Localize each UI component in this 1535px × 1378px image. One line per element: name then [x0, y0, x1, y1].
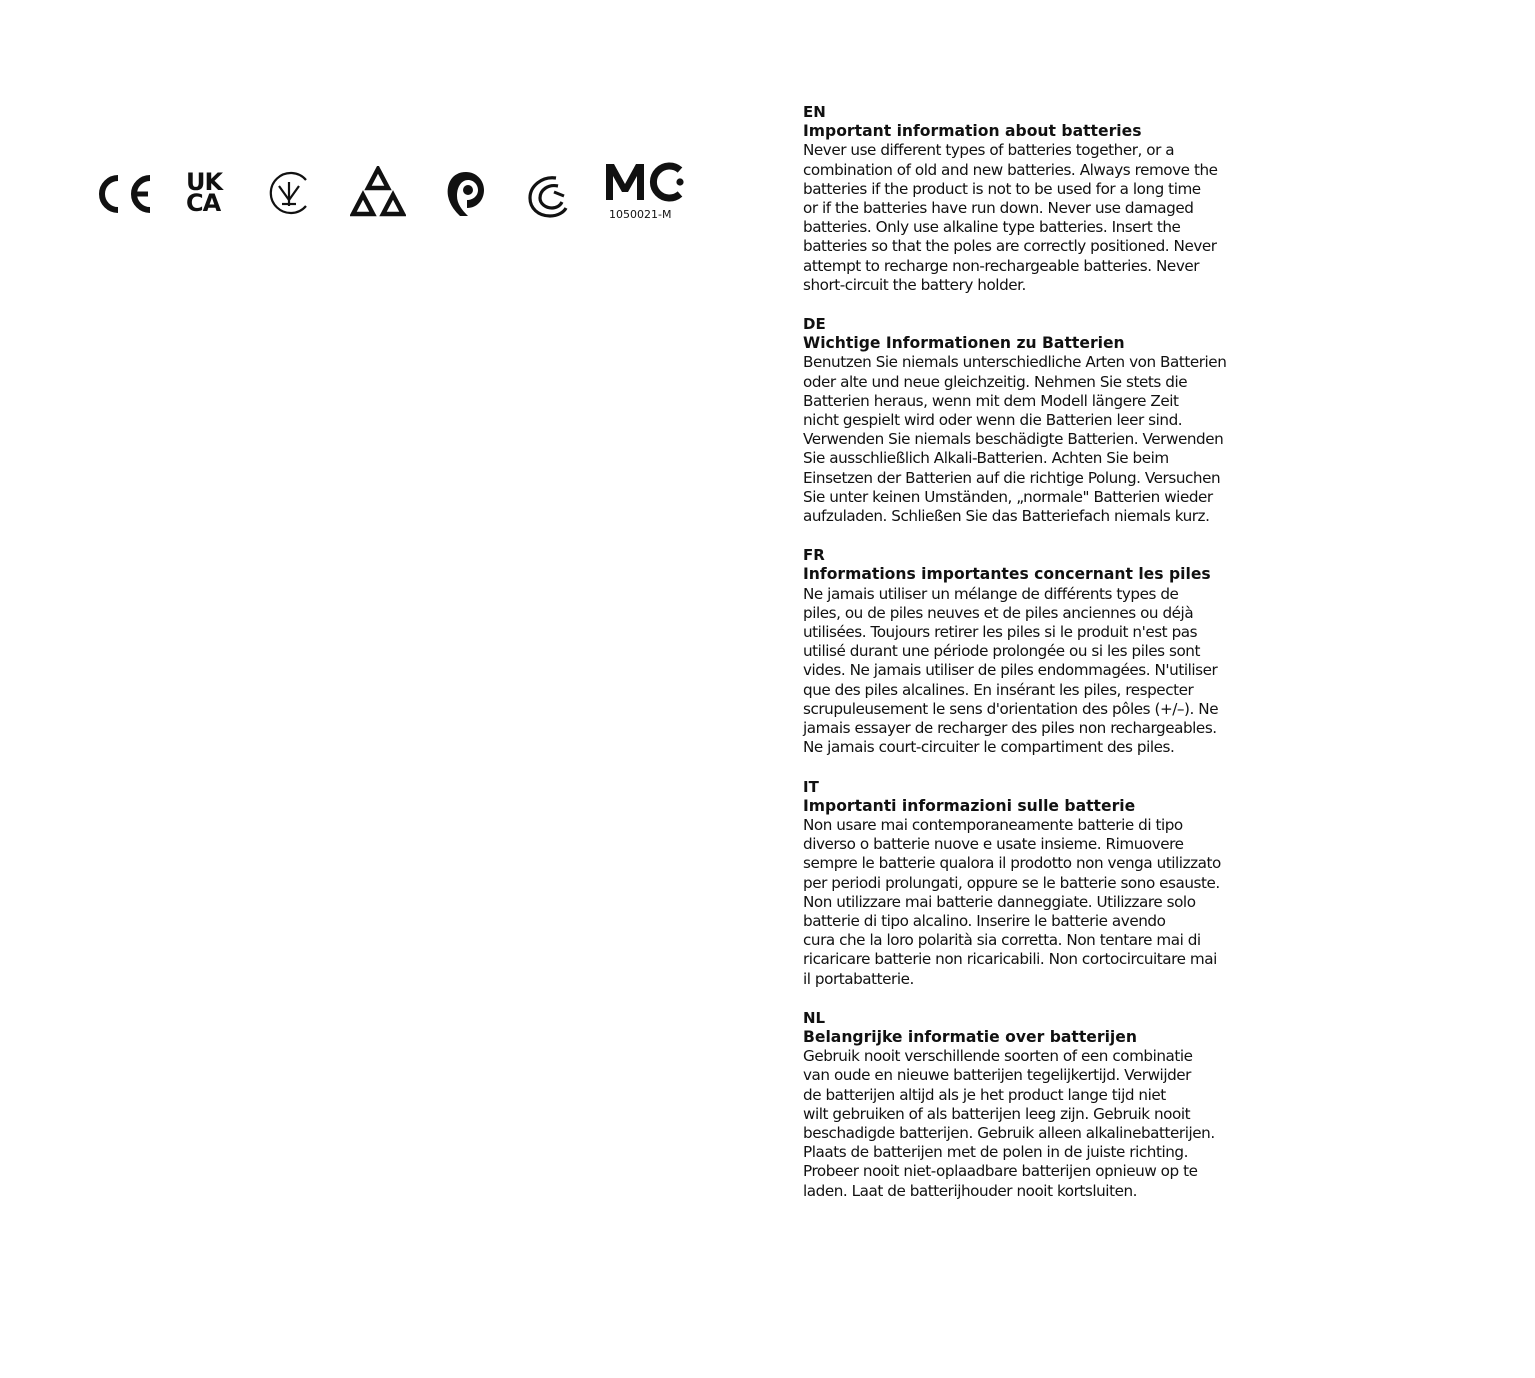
ukca-mark-icon: [186, 168, 230, 217]
body-line: utilisées. Toujours retirer les piles si le produit n'est pas: [803, 623, 1198, 642]
body-line: Benutzen Sie niemals unterschiedliche Arten von Batterien: [803, 353, 1227, 372]
body-line: diverso o batterie nuove e usate insieme. Rimuovere: [803, 835, 1184, 854]
section-en: [803, 103, 1288, 295]
body-line: que des piles alcalines. En insérant les piles, respecter: [803, 680, 1194, 699]
body-line: utilisé durant une période prolongée ou si les piles sont: [803, 642, 1200, 661]
battery-information-column: [803, 103, 1288, 1221]
crescent-mark-icon: [526, 172, 570, 218]
section-it: [803, 778, 1288, 989]
section-language-code: IT: [803, 777, 819, 796]
body-line: laden. Laat de batterijhouder nooit kortsluiten.: [803, 1181, 1138, 1200]
triple-triangle-mark-icon: [350, 166, 406, 218]
section-title: Belangrijke informatie over batterijen: [803, 1027, 1137, 1046]
mc-number-text: 1050021-M: [609, 208, 672, 221]
body-line: Verwenden Sie niemals beschädigte Batterien. Verwenden: [803, 430, 1224, 449]
body-line: oder alte und neue gleichzeitig. Nehmen Sie stets die: [803, 372, 1188, 391]
body-line: batteries. Only use alkaline type batteries. Insert the: [803, 218, 1181, 237]
section-language-code: FR: [803, 546, 825, 565]
trident-circle-mark-icon: [266, 168, 312, 218]
body-line: Ne jamais utiliser un mélange de différents types de: [803, 584, 1179, 603]
section-body: [803, 585, 1288, 758]
body-line: Ne jamais court-circuiter le compartiment des piles.: [803, 738, 1175, 757]
section-fr: [803, 546, 1288, 757]
body-line: Plaats de batterijen met de polen in de juiste richting.: [803, 1143, 1188, 1162]
body-line: wilt gebruiken of als batterijen leeg zijn. Gebruik nooit: [803, 1104, 1191, 1123]
section-title: Wichtige Informationen zu Batterien: [803, 334, 1125, 353]
body-line: jamais essayer de recharger des piles non rechargeables.: [803, 719, 1217, 738]
body-line: ricaricare batterie non ricaricabili. Non cortocircuitare mai: [803, 950, 1217, 969]
ukca-top-text: UK: [186, 168, 223, 196]
body-line: vides. Ne jamais utiliser de piles endommagées. N'utiliser: [803, 661, 1218, 680]
section-de: [803, 315, 1288, 526]
body-line: van oude en nieuwe batterijen tegelijkertijd. Verwijder: [803, 1066, 1191, 1085]
body-line: Never use different types of batteries together, or a: [803, 141, 1175, 160]
body-line: cura che la loro polarità sia corretta. Non tentare mai di: [803, 931, 1201, 950]
section-body: [803, 141, 1288, 295]
section-language-code: EN: [803, 103, 826, 121]
body-line: batterie di tipo alcalino. Inserire le batterie avendo: [803, 911, 1166, 930]
section-nl: [803, 1009, 1288, 1201]
body-line: Sie ausschließlich Alkali-Batterien. Achten Sie beim: [803, 449, 1169, 468]
section-language-code: NL: [803, 1008, 826, 1027]
body-line: batteries so that the poles are correctly positioned. Never: [803, 237, 1217, 256]
body-line: attempt to recharge non-rechargeable batteries. Never: [803, 256, 1200, 275]
certification-marks: [90, 158, 690, 238]
body-line: Batterien heraus, wenn mit dem Modell längere Zeit: [803, 391, 1179, 410]
body-line: Non utilizzare mai batterie danneggiate. Utilizzare solo: [803, 892, 1196, 911]
body-line: Gebruik nooit verschillende soorten of een combinatie: [803, 1047, 1193, 1066]
body-line: combination of old and new batteries. Always remove the: [803, 160, 1218, 179]
body-line: Non usare mai contemporaneamente batterie di tipo: [803, 815, 1183, 834]
section-title: Informations importantes concernant les piles: [803, 565, 1211, 584]
body-line: Sie unter keinen Umständen, „normale" Batterien wieder: [803, 487, 1213, 506]
body-line: batteries if the product is not to be used for a long time: [803, 179, 1201, 198]
mc-mark-icon: [604, 158, 696, 228]
body-line: or if the batteries have run down. Never use damaged: [803, 199, 1194, 218]
body-line: de batterijen altijd als je het product lange tijd niet: [803, 1085, 1166, 1104]
swirl-mark-icon: [444, 168, 486, 220]
body-line: il portabatterie.: [803, 969, 914, 988]
section-language-code: DE: [803, 315, 826, 334]
section-title: Importanti informazioni sulle batterie: [803, 796, 1136, 815]
body-line: piles, ou de piles neuves et de piles anciennes ou déjà: [803, 603, 1194, 622]
body-line: scrupuleusement le sens d'orientation des pôles (+/–). Ne: [803, 699, 1219, 718]
body-line: per periodi prolungati, oppure se le batterie sono esauste.: [803, 873, 1220, 892]
ce-mark-icon: [92, 172, 154, 216]
section-body: [803, 353, 1288, 526]
body-line: sempre le batterie qualora il prodotto non venga utilizzato: [803, 854, 1221, 873]
body-line: beschadigde batterijen. Gebruik alleen alkalinebatterijen.: [803, 1123, 1215, 1142]
body-line: aufzuladen. Schließen Sie das Batteriefach niemals kurz.: [803, 507, 1210, 526]
section-body: [803, 816, 1288, 989]
body-line: Probeer nooit niet-oplaadbare batterijen opnieuw op te: [803, 1162, 1198, 1181]
section-title: Important information about batteries: [803, 122, 1142, 141]
section-body: [803, 1047, 1288, 1201]
body-line: Einsetzen der Batterien auf die richtige Polung. Versuchen: [803, 468, 1221, 487]
body-line: short-circuit the battery holder.: [803, 275, 1026, 294]
body-line: nicht gespielt wird oder wenn die Batterien leer sind.: [803, 411, 1183, 430]
ukca-bottom-text: CA: [186, 189, 221, 217]
